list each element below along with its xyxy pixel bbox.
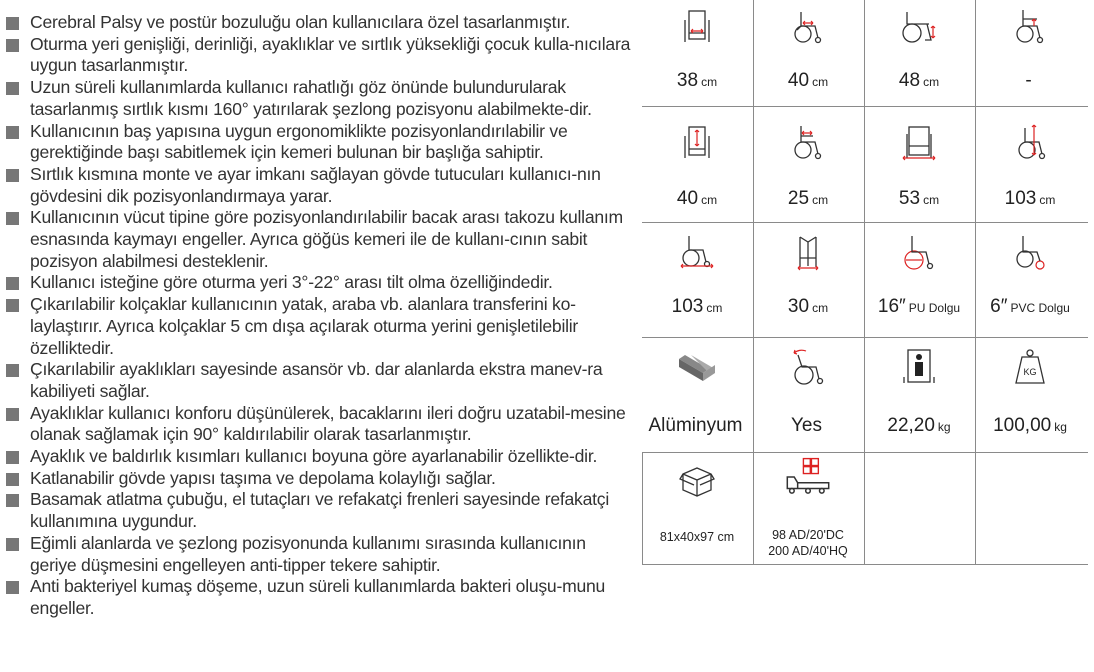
spec-value: 40 xyxy=(676,188,699,209)
spec-value: Yes xyxy=(791,415,822,436)
grid-divider xyxy=(642,337,1088,338)
feature-item: Uzun süreli kullanımlarda kullanıcı rahatlığı göz önünde bulundurularak tasarlanmış sırtlık kısmı 160° yatırılarak şezlong pozisyonu alabilmekte-dir. xyxy=(6,77,636,120)
feature-item: Anti bakteriyel kumaş döşeme, uzun süreli kullanımlarda bakteri oluşu-munu engeller. xyxy=(6,576,636,619)
grid-divider xyxy=(642,106,1088,107)
box-icon xyxy=(677,460,717,500)
rear-wheel-icon xyxy=(899,232,939,272)
spec-cell-max-load xyxy=(975,341,1085,452)
bullet-square xyxy=(6,581,19,594)
seat-width-icon xyxy=(677,6,717,46)
spec-value: 38 xyxy=(676,70,699,91)
spec-cell-frame-material xyxy=(642,341,752,452)
bullet-square xyxy=(6,408,19,421)
spec-cell-recline xyxy=(753,341,863,452)
spec-unit: cm xyxy=(923,193,940,207)
spec-cell-container xyxy=(753,452,863,564)
spec-cell-armrest-height xyxy=(975,0,1085,106)
spec-unit: cm xyxy=(812,193,829,207)
bullet-square xyxy=(6,451,19,464)
feature-list xyxy=(6,12,636,620)
spec-unit: cm xyxy=(812,301,829,315)
spec-unit: PU Dolgu xyxy=(908,301,961,315)
seat-height-icon xyxy=(899,6,939,46)
spec-value: 30 xyxy=(787,296,810,317)
feature-item: Kullanıcının baş yapısına uygun ergonomiklikte pozisyonlandırılabilir ve gerektiğinde başı sabitlemek için kemeri bulunan bir başlığa sahiptir. xyxy=(6,121,636,164)
spec-unit: cm xyxy=(701,193,718,207)
grid-divider xyxy=(642,564,1088,565)
feature-item: Cerebral Palsy ve postür bozuluğu olan kullanıcılara özel tasarlanmıştır. xyxy=(6,12,636,34)
recline-icon xyxy=(788,347,828,387)
spec-unit: kg xyxy=(937,420,951,434)
spec-value-line2: 200 AD/40'HQ xyxy=(768,544,848,558)
spec-value: 103 xyxy=(1004,188,1037,209)
truck-icon xyxy=(775,454,841,500)
spec-cell-armrest-length xyxy=(753,116,863,222)
bullet-square xyxy=(6,39,19,52)
spec-value: 25 xyxy=(787,188,810,209)
bullet-square xyxy=(6,299,19,312)
feature-item: Kullanıcı isteğine göre oturma yeri 3°-22° arası tilt olma özelliğindedir. xyxy=(6,272,636,294)
spec-cell-rear-wheel xyxy=(864,226,974,337)
spec-unit: PVC Dolgu xyxy=(1010,301,1070,315)
spec-value: 22,20 xyxy=(887,415,935,436)
spec-unit: cm xyxy=(923,75,940,89)
folded-width-icon xyxy=(788,232,828,272)
feature-item: Çıkarılabilir kolçaklar kullanıcının yatak, araba vb. alanlara transferini ko-laylaştırır. Ayrıca kolçaklar 5 cm dışa açılarak oturma yerini genişletilebilir özellіktedir. xyxy=(6,294,636,359)
feature-item: Oturma yeri genişliği, derinliği, ayaklıklar ve sırtlık yüksekliği çocuk kulla-nıcılara uygun tasarlanmıştır. xyxy=(6,34,636,77)
bullet-square xyxy=(6,126,19,139)
armrest-length-icon xyxy=(788,122,828,162)
seat-depth-icon xyxy=(788,6,828,46)
bullet-square xyxy=(6,212,19,225)
feature-item: Ayaklık ve baldırlık kısımları kullanıcı boyuna göre ayarlanabilir özellikte-dir. xyxy=(6,446,636,468)
spec-value: - xyxy=(1025,70,1032,91)
spec-cell-total-height xyxy=(975,116,1085,222)
feature-item: Katlanabilir gövde yapısı taşıma ve depolama kolaylığı sağlar. xyxy=(6,468,636,490)
feature-item: Basamak atlatma çubuğu, el tutaçları ve refakatçi frenleri sayesinde refakatçi kullanımına uygundur. xyxy=(6,489,636,532)
spec-cell-backrest-height xyxy=(642,116,752,222)
spec-value: 81x40x97 cm xyxy=(659,530,735,544)
spec-value: Alüminyum xyxy=(648,415,743,436)
total-height-icon xyxy=(1010,122,1050,162)
spec-cell-folded-width xyxy=(753,226,863,337)
feature-item: Sırtlık kısmına monte ve ayar imkanı sağlayan gövde tutucuları kullanıcı-nın gövdesini dik pozisyonlandırmaya yarar. xyxy=(6,164,636,207)
spec-value: 16″ xyxy=(877,296,906,317)
spec-cell-total-length xyxy=(642,226,752,337)
spec-value: 100,00 xyxy=(993,415,1052,436)
max-load-kg-icon xyxy=(1010,347,1050,387)
bullet-square xyxy=(6,364,19,377)
total-width-icon xyxy=(899,122,939,162)
bullet-square xyxy=(6,277,19,290)
spec-cell-total-width xyxy=(864,116,974,222)
kg-label: KG xyxy=(1023,367,1037,377)
spec-grid xyxy=(642,0,1088,565)
spec-value-line1: 98 AD/20'DC xyxy=(772,528,844,542)
spec-unit: cm xyxy=(706,301,723,315)
bullet-square xyxy=(6,538,19,551)
feature-item: Kullanıcının vücut tipine göre pozisyonlandırılabilir bacak arası takozu kullanım esnasında kaymayı engeller. Ayrıca göğüs kemeri ile de kullanı-cının sabit pozisyon alabilmesi desteklenir. xyxy=(6,207,636,272)
bullet-square xyxy=(6,17,19,30)
total-length-icon xyxy=(677,232,717,272)
spec-cell-seat-width xyxy=(642,0,752,106)
spec-value: 48 xyxy=(898,70,921,91)
spec-cell-product-weight xyxy=(864,341,974,452)
bullet-square xyxy=(6,473,19,486)
armrest-height-icon xyxy=(1010,6,1050,46)
spec-unit: kg xyxy=(1054,420,1067,434)
spec-unit: cm xyxy=(1039,193,1056,207)
front-wheel-icon xyxy=(1010,232,1050,272)
bullet-square xyxy=(6,169,19,182)
spec-value: 103 xyxy=(671,296,704,317)
spec-unit: cm xyxy=(812,75,829,89)
spec-cell-seat-depth xyxy=(753,0,863,106)
spec-cell-box-size xyxy=(642,452,752,564)
spec-value: 40 xyxy=(787,70,810,91)
spec-unit: cm xyxy=(701,75,718,89)
product-weight-icon xyxy=(899,347,939,387)
feature-item: Çıkarılabilir ayaklıkları sayesinde asansör vb. dar alanlarda ekstra manev-ra kabiliyeti sağlar. xyxy=(6,359,636,402)
spec-cell-seat-height xyxy=(864,0,974,106)
spec-value: 53 xyxy=(898,188,921,209)
backrest-height-icon xyxy=(677,122,717,162)
bullet-square xyxy=(6,82,19,95)
feature-item: Ayaklıklar kullanıcı konforu düşünülerek, bacaklarını ileri doğru uzatabil-mesine olanak sağlamak için 90° kaldırılabilir olarak tasarlanmıştır. xyxy=(6,403,636,446)
feature-item: Eğimli alanlarda ve şezlong pozisyonunda kullanımı sırasında kullanıcının geriye düşmesini engelleyen anti-tipper tekere sahiptir. xyxy=(6,533,636,576)
spec-cell-front-wheel xyxy=(975,226,1085,337)
spec-value: 6″ xyxy=(990,296,1008,317)
bullet-square xyxy=(6,494,19,507)
grid-divider xyxy=(642,222,1088,223)
aluminium-profile-icon xyxy=(662,349,732,389)
